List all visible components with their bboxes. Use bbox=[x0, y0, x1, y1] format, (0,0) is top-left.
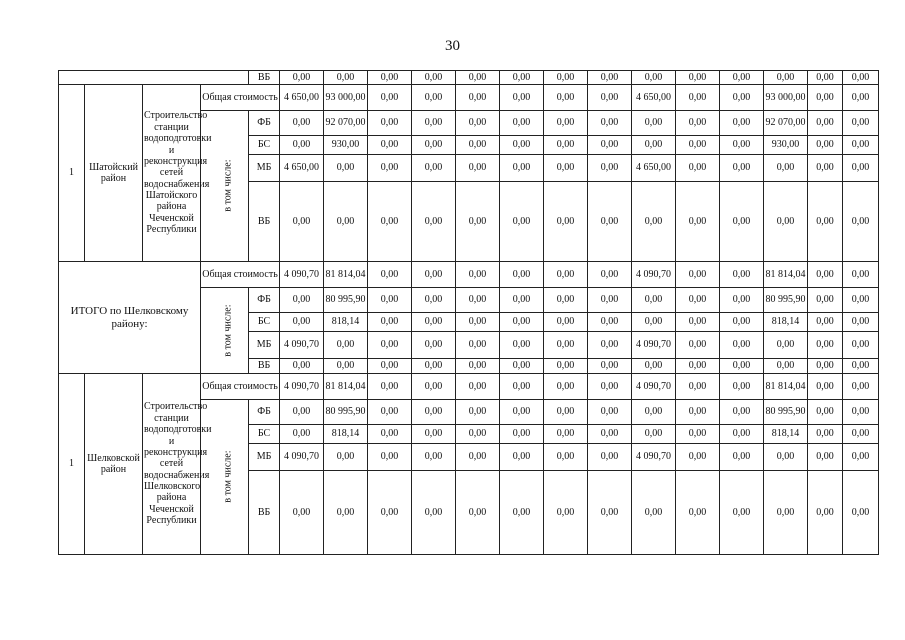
value-cell: 0,00 bbox=[324, 359, 368, 374]
funding-type: БС bbox=[249, 136, 280, 155]
value-cell: 0,00 bbox=[412, 359, 456, 374]
value-cell: 0,00 bbox=[632, 182, 676, 262]
incl-label: в том числе: bbox=[222, 159, 234, 213]
value-cell: 818,14 bbox=[324, 313, 368, 332]
value-cell: 0,00 bbox=[544, 136, 588, 155]
value-cell: 4 090,70 bbox=[632, 374, 676, 400]
value-cell: 81 814,04 bbox=[324, 262, 368, 288]
value-cell: 93 000,00 bbox=[324, 85, 368, 111]
value-cell: 0,00 bbox=[764, 471, 808, 555]
value-cell: 0,00 bbox=[544, 471, 588, 555]
value-cell: 0,00 bbox=[280, 425, 324, 444]
value-cell: 0,00 bbox=[368, 182, 412, 262]
value-cell: 4 090,70 bbox=[632, 444, 676, 471]
value-cell: 0,00 bbox=[676, 444, 720, 471]
value-cell: 0,00 bbox=[412, 182, 456, 262]
value-cell: 0,00 bbox=[843, 71, 879, 85]
value-cell: 0,00 bbox=[324, 155, 368, 182]
funding-type: МБ bbox=[249, 155, 280, 182]
value-cell: 0,00 bbox=[544, 262, 588, 288]
value-cell: 0,00 bbox=[280, 400, 324, 425]
value-cell: 0,00 bbox=[588, 288, 632, 313]
value-cell: 0,00 bbox=[500, 359, 544, 374]
value-cell: 0,00 bbox=[456, 471, 500, 555]
funding-type: ФБ bbox=[249, 288, 280, 313]
value-cell: 0,00 bbox=[456, 332, 500, 359]
incl-label-cell bbox=[201, 288, 249, 374]
value-cell: 0,00 bbox=[456, 288, 500, 313]
value-cell: 0,00 bbox=[843, 332, 879, 359]
value-cell: 0,00 bbox=[324, 182, 368, 262]
value-cell: 0,00 bbox=[368, 85, 412, 111]
value-cell: 0,00 bbox=[676, 85, 720, 111]
value-cell: 0,00 bbox=[720, 359, 764, 374]
value-cell: 0,00 bbox=[720, 182, 764, 262]
value-cell: 4 650,00 bbox=[280, 85, 324, 111]
value-cell: 0,00 bbox=[843, 444, 879, 471]
value-cell: 0,00 bbox=[632, 136, 676, 155]
funding-type: МБ bbox=[249, 332, 280, 359]
value-cell: 0,00 bbox=[720, 444, 764, 471]
value-cell: 0,00 bbox=[588, 136, 632, 155]
value-cell: 0,00 bbox=[588, 359, 632, 374]
value-cell: 0,00 bbox=[676, 262, 720, 288]
value-cell: 0,00 bbox=[843, 136, 879, 155]
value-cell: 0,00 bbox=[412, 425, 456, 444]
value-cell: 0,00 bbox=[280, 359, 324, 374]
value-cell: 0,00 bbox=[456, 85, 500, 111]
value-cell: 0,00 bbox=[456, 136, 500, 155]
value-cell: 0,00 bbox=[676, 332, 720, 359]
value-cell: 0,00 bbox=[544, 111, 588, 136]
value-cell: 0,00 bbox=[412, 262, 456, 288]
value-cell: 0,00 bbox=[764, 359, 808, 374]
value-cell: 0,00 bbox=[500, 262, 544, 288]
value-cell: 0,00 bbox=[588, 71, 632, 85]
table-row bbox=[59, 374, 879, 400]
value-cell: 0,00 bbox=[843, 111, 879, 136]
value-cell: 0,00 bbox=[808, 444, 843, 471]
value-cell: 0,00 bbox=[368, 262, 412, 288]
value-cell: 0,00 bbox=[632, 359, 676, 374]
value-cell: 0,00 bbox=[808, 471, 843, 555]
value-cell: 0,00 bbox=[368, 136, 412, 155]
value-cell: 81 814,04 bbox=[764, 262, 808, 288]
project-name: Строительство станции водоподготовки и реконструкция сетей водоснабжения Шатойского района Чеченской Республики bbox=[143, 85, 201, 262]
value-cell: 0,00 bbox=[843, 288, 879, 313]
value-cell: 0,00 bbox=[500, 182, 544, 262]
value-cell: 0,00 bbox=[280, 471, 324, 555]
value-cell: 0,00 bbox=[808, 359, 843, 374]
value-cell: 0,00 bbox=[808, 111, 843, 136]
value-cell: 0,00 bbox=[368, 71, 412, 85]
value-cell: 0,00 bbox=[324, 71, 368, 85]
value-cell: 0,00 bbox=[544, 359, 588, 374]
value-cell: 0,00 bbox=[456, 182, 500, 262]
value-cell: 4 090,70 bbox=[280, 262, 324, 288]
value-cell: 0,00 bbox=[720, 111, 764, 136]
value-cell: 0,00 bbox=[676, 111, 720, 136]
value-cell: 0,00 bbox=[808, 136, 843, 155]
value-cell: 0,00 bbox=[588, 471, 632, 555]
value-cell: 0,00 bbox=[368, 444, 412, 471]
value-cell: 0,00 bbox=[456, 359, 500, 374]
funding-type: ВБ bbox=[249, 71, 280, 85]
value-cell: 0,00 bbox=[412, 332, 456, 359]
value-cell: 92 070,00 bbox=[324, 111, 368, 136]
value-cell: 0,00 bbox=[280, 288, 324, 313]
row-index: 1 bbox=[59, 85, 85, 262]
value-cell: 0,00 bbox=[280, 71, 324, 85]
value-cell: 80 995,90 bbox=[764, 400, 808, 425]
value-cell: 0,00 bbox=[588, 332, 632, 359]
value-cell: 0,00 bbox=[632, 288, 676, 313]
value-cell: 930,00 bbox=[324, 136, 368, 155]
value-cell: 0,00 bbox=[412, 85, 456, 111]
value-cell: 0,00 bbox=[412, 400, 456, 425]
value-cell: 0,00 bbox=[720, 262, 764, 288]
value-cell: 0,00 bbox=[632, 71, 676, 85]
value-cell: 0,00 bbox=[632, 111, 676, 136]
value-cell: 0,00 bbox=[368, 400, 412, 425]
total-cost-label: Общая стоимость bbox=[201, 85, 280, 111]
value-cell: 0,00 bbox=[544, 374, 588, 400]
value-cell: 0,00 bbox=[500, 136, 544, 155]
value-cell: 0,00 bbox=[632, 471, 676, 555]
value-cell: 0,00 bbox=[588, 111, 632, 136]
value-cell: 80 995,90 bbox=[764, 288, 808, 313]
value-cell: 0,00 bbox=[588, 425, 632, 444]
value-cell: 0,00 bbox=[588, 444, 632, 471]
funding-type: МБ bbox=[249, 444, 280, 471]
value-cell: 0,00 bbox=[808, 155, 843, 182]
value-cell: 0,00 bbox=[412, 374, 456, 400]
value-cell: 0,00 bbox=[588, 155, 632, 182]
value-cell: 4 650,00 bbox=[632, 155, 676, 182]
value-cell: 0,00 bbox=[808, 288, 843, 313]
value-cell: 0,00 bbox=[456, 313, 500, 332]
value-cell: 0,00 bbox=[632, 425, 676, 444]
value-cell: 0,00 bbox=[368, 374, 412, 400]
value-cell: 818,14 bbox=[324, 425, 368, 444]
value-cell: 0,00 bbox=[500, 425, 544, 444]
value-cell: 0,00 bbox=[500, 471, 544, 555]
value-cell: 0,00 bbox=[368, 313, 412, 332]
value-cell: 0,00 bbox=[368, 111, 412, 136]
value-cell: 0,00 bbox=[412, 471, 456, 555]
value-cell: 4 090,70 bbox=[280, 444, 324, 471]
value-cell: 0,00 bbox=[544, 400, 588, 425]
value-cell: 0,00 bbox=[456, 374, 500, 400]
district-name: Шатойский район bbox=[85, 85, 143, 262]
value-cell: 0,00 bbox=[764, 444, 808, 471]
value-cell: 0,00 bbox=[500, 111, 544, 136]
table-row bbox=[59, 71, 879, 85]
value-cell: 0,00 bbox=[544, 425, 588, 444]
value-cell: 0,00 bbox=[500, 374, 544, 400]
value-cell: 0,00 bbox=[764, 182, 808, 262]
value-cell: 0,00 bbox=[544, 182, 588, 262]
value-cell: 0,00 bbox=[720, 332, 764, 359]
value-cell: 0,00 bbox=[544, 155, 588, 182]
value-cell: 0,00 bbox=[412, 444, 456, 471]
value-cell: 0,00 bbox=[456, 155, 500, 182]
funding-type: ВБ bbox=[249, 471, 280, 555]
value-cell: 0,00 bbox=[368, 332, 412, 359]
value-cell: 0,00 bbox=[676, 182, 720, 262]
value-cell: 0,00 bbox=[412, 288, 456, 313]
value-cell: 0,00 bbox=[280, 313, 324, 332]
value-cell: 0,00 bbox=[632, 313, 676, 332]
value-cell: 0,00 bbox=[843, 155, 879, 182]
value-cell: 0,00 bbox=[808, 262, 843, 288]
funding-type: БС bbox=[249, 425, 280, 444]
value-cell: 0,00 bbox=[676, 288, 720, 313]
value-cell: 0,00 bbox=[632, 400, 676, 425]
value-cell: 0,00 bbox=[843, 359, 879, 374]
value-cell: 0,00 bbox=[808, 71, 843, 85]
value-cell: 0,00 bbox=[368, 359, 412, 374]
value-cell: 0,00 bbox=[843, 400, 879, 425]
funding-type: ФБ bbox=[249, 111, 280, 136]
value-cell: 92 070,00 bbox=[764, 111, 808, 136]
value-cell: 0,00 bbox=[500, 85, 544, 111]
value-cell: 4 650,00 bbox=[632, 85, 676, 111]
value-cell: 0,00 bbox=[676, 400, 720, 425]
value-cell: 0,00 bbox=[280, 136, 324, 155]
value-cell: 0,00 bbox=[588, 313, 632, 332]
value-cell: 0,00 bbox=[764, 332, 808, 359]
value-cell: 0,00 bbox=[368, 155, 412, 182]
value-cell: 0,00 bbox=[676, 374, 720, 400]
value-cell: 0,00 bbox=[412, 136, 456, 155]
value-cell: 0,00 bbox=[500, 332, 544, 359]
value-cell: 0,00 bbox=[500, 444, 544, 471]
value-cell: 0,00 bbox=[412, 313, 456, 332]
value-cell: 0,00 bbox=[720, 155, 764, 182]
value-cell: 0,00 bbox=[843, 425, 879, 444]
value-cell: 93 000,00 bbox=[764, 85, 808, 111]
value-cell: 0,00 bbox=[412, 111, 456, 136]
value-cell: 0,00 bbox=[368, 288, 412, 313]
value-cell: 0,00 bbox=[808, 182, 843, 262]
value-cell: 0,00 bbox=[324, 471, 368, 555]
value-cell: 0,00 bbox=[456, 444, 500, 471]
value-cell: 0,00 bbox=[808, 85, 843, 111]
value-cell: 0,00 bbox=[720, 85, 764, 111]
value-cell: 818,14 bbox=[764, 425, 808, 444]
value-cell: 0,00 bbox=[843, 262, 879, 288]
value-cell: 4 090,70 bbox=[280, 374, 324, 400]
value-cell: 0,00 bbox=[676, 313, 720, 332]
value-cell: 0,00 bbox=[843, 313, 879, 332]
value-cell: 0,00 bbox=[720, 471, 764, 555]
value-cell: 0,00 bbox=[764, 71, 808, 85]
value-cell: 0,00 bbox=[676, 359, 720, 374]
incl-label-cell bbox=[201, 400, 249, 555]
value-cell: 0,00 bbox=[676, 71, 720, 85]
value-cell: 0,00 bbox=[764, 155, 808, 182]
total-label: ИТОГО по Шелковскому району: bbox=[59, 262, 201, 374]
value-cell: 0,00 bbox=[808, 332, 843, 359]
value-cell: 0,00 bbox=[456, 71, 500, 85]
value-cell: 0,00 bbox=[412, 155, 456, 182]
value-cell: 0,00 bbox=[500, 288, 544, 313]
value-cell: 0,00 bbox=[843, 85, 879, 111]
value-cell: 0,00 bbox=[500, 155, 544, 182]
value-cell: 81 814,04 bbox=[764, 374, 808, 400]
value-cell: 80 995,90 bbox=[324, 288, 368, 313]
value-cell: 0,00 bbox=[544, 288, 588, 313]
value-cell: 0,00 bbox=[720, 425, 764, 444]
value-cell: 0,00 bbox=[500, 400, 544, 425]
value-cell: 818,14 bbox=[764, 313, 808, 332]
incl-label: в том числе: bbox=[222, 450, 234, 504]
value-cell: 0,00 bbox=[720, 374, 764, 400]
value-cell: 0,00 bbox=[368, 471, 412, 555]
value-cell: 0,00 bbox=[280, 182, 324, 262]
table-row bbox=[59, 85, 879, 111]
value-cell: 0,00 bbox=[500, 71, 544, 85]
value-cell: 0,00 bbox=[456, 425, 500, 444]
value-cell: 0,00 bbox=[588, 85, 632, 111]
value-cell: 4 650,00 bbox=[280, 155, 324, 182]
value-cell: 0,00 bbox=[412, 71, 456, 85]
row-index: 1 bbox=[59, 374, 85, 555]
value-cell: 930,00 bbox=[764, 136, 808, 155]
total-cost-label: Общая стоимость bbox=[201, 262, 280, 288]
value-cell: 0,00 bbox=[368, 425, 412, 444]
value-cell: 0,00 bbox=[720, 313, 764, 332]
value-cell: 0,00 bbox=[676, 425, 720, 444]
value-cell: 4 090,70 bbox=[632, 332, 676, 359]
page-number: 30 bbox=[445, 38, 460, 54]
funding-type: ВБ bbox=[249, 359, 280, 374]
value-cell: 0,00 bbox=[808, 400, 843, 425]
total-cost-label: Общая стоимость bbox=[201, 374, 280, 400]
value-cell: 0,00 bbox=[720, 400, 764, 425]
value-cell: 0,00 bbox=[843, 471, 879, 555]
project-name: Строительство станции водоподготовки и реконструкция сетей водоснабжения Шелковского района Чеченской Республики bbox=[143, 374, 201, 555]
value-cell: 0,00 bbox=[720, 136, 764, 155]
value-cell: 0,00 bbox=[456, 262, 500, 288]
funding-type: ФБ bbox=[249, 400, 280, 425]
value-cell: 80 995,90 bbox=[324, 400, 368, 425]
value-cell: 0,00 bbox=[544, 444, 588, 471]
incl-label: в том числе: bbox=[222, 304, 234, 357]
empty-cell bbox=[59, 71, 249, 85]
value-cell: 4 090,70 bbox=[280, 332, 324, 359]
value-cell: 0,00 bbox=[544, 332, 588, 359]
table-row bbox=[59, 262, 879, 288]
value-cell: 0,00 bbox=[843, 374, 879, 400]
financing-table bbox=[58, 70, 879, 555]
value-cell: 0,00 bbox=[456, 400, 500, 425]
value-cell: 0,00 bbox=[500, 313, 544, 332]
value-cell: 0,00 bbox=[280, 111, 324, 136]
funding-type: ВБ bbox=[249, 182, 280, 262]
value-cell: 0,00 bbox=[588, 262, 632, 288]
value-cell: 0,00 bbox=[456, 111, 500, 136]
value-cell: 0,00 bbox=[676, 136, 720, 155]
funding-type: БС bbox=[249, 313, 280, 332]
value-cell: 0,00 bbox=[544, 313, 588, 332]
value-cell: 0,00 bbox=[676, 155, 720, 182]
value-cell: 81 814,04 bbox=[324, 374, 368, 400]
value-cell: 0,00 bbox=[843, 182, 879, 262]
value-cell: 0,00 bbox=[324, 332, 368, 359]
value-cell: 0,00 bbox=[720, 288, 764, 313]
value-cell: 0,00 bbox=[676, 471, 720, 555]
value-cell: 0,00 bbox=[588, 400, 632, 425]
value-cell: 0,00 bbox=[324, 444, 368, 471]
value-cell: 0,00 bbox=[544, 85, 588, 111]
value-cell: 0,00 bbox=[720, 71, 764, 85]
value-cell: 0,00 bbox=[588, 182, 632, 262]
value-cell: 4 090,70 bbox=[632, 262, 676, 288]
district-name: Шелковской район bbox=[85, 374, 143, 555]
value-cell: 0,00 bbox=[588, 374, 632, 400]
value-cell: 0,00 bbox=[808, 425, 843, 444]
value-cell: 0,00 bbox=[808, 313, 843, 332]
value-cell: 0,00 bbox=[808, 374, 843, 400]
value-cell: 0,00 bbox=[544, 71, 588, 85]
